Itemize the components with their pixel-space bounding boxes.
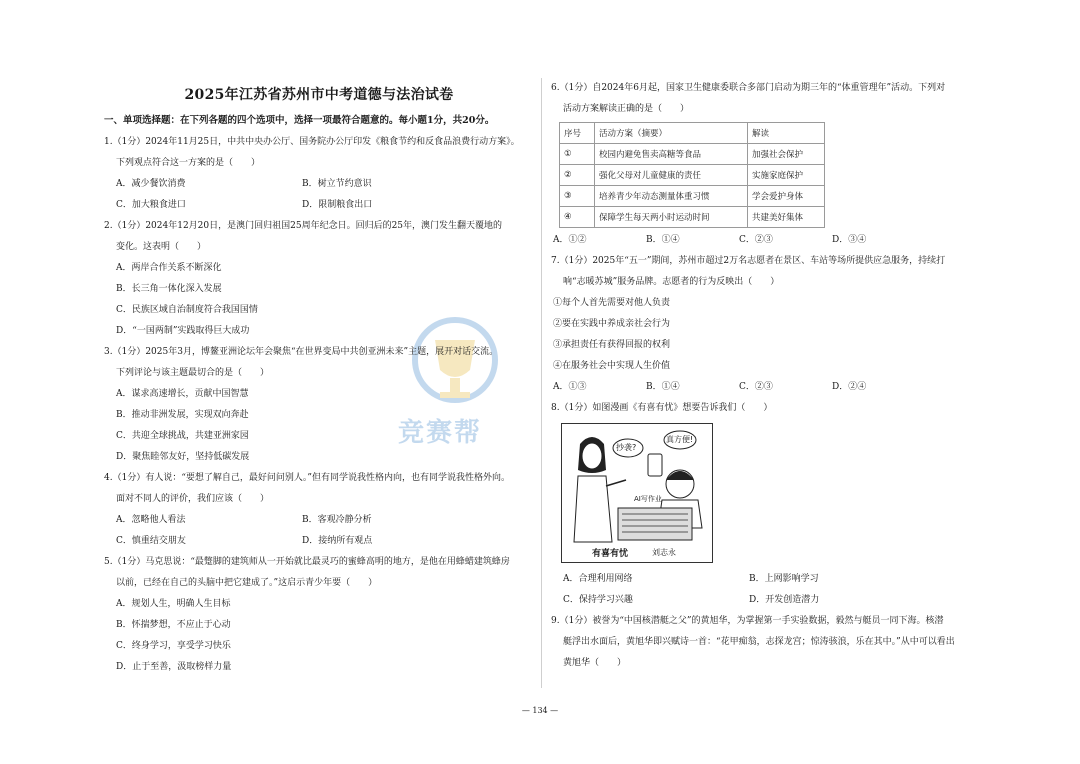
options-row <box>104 174 534 195</box>
table-cell: 共建美好集体 <box>748 207 825 228</box>
table-cell: 校园内避免售卖高糖等食品 <box>595 144 748 165</box>
question-8 <box>551 398 991 611</box>
option-b[interactable]: B．①④ <box>646 382 680 392</box>
question-text: 艇浮出水面后，黄旭华即兴赋诗一首：“花甲痴翁，志探龙宫；惊涛骇浪，乐在其中。”从中可以看出 <box>563 637 955 647</box>
question-9 <box>551 611 991 674</box>
question-6 <box>551 78 991 251</box>
option-a[interactable]: A．谋求高速增长，贡献中国智慧 <box>116 389 249 399</box>
question-text: 下列评论与该主题最切合的是（ ） <box>116 368 270 378</box>
right-column <box>551 78 991 674</box>
question-text: 3.（1分）2025年3月，博鳌亚洲论坛年会聚焦“在世界变局中共创亚洲未来”主题，展开对话交流。 <box>104 347 499 357</box>
option-b[interactable]: B．长三角一体化深入发展 <box>116 284 222 294</box>
option-d[interactable]: D．限制粮食出口 <box>302 200 373 210</box>
question-text: 9.（1分）被誉为“中国核潜艇之父”的黄旭华，为掌握第一手实验数据，毅然与艇员一同下海。核潜 <box>551 616 944 626</box>
question-text: 2.（1分）2024年12月20日，是澳门回归祖国25周年纪念日。回归后的25年，澳门发生翻天覆地的 <box>104 221 503 231</box>
option-d[interactable]: D．接纳所有观点 <box>302 536 373 546</box>
statement: ①每个人首先需要对他人负责 <box>553 298 671 308</box>
options-row <box>104 531 534 552</box>
table-row <box>560 144 825 165</box>
table-cell: ② <box>560 165 595 186</box>
option-b[interactable]: B．推动非洲发展，实现双向奔赴 <box>116 410 249 420</box>
table-header-cell: 序号 <box>560 123 595 144</box>
option-c[interactable]: C．保持学习兴趣 <box>563 595 633 605</box>
options-row <box>104 510 534 531</box>
options-row <box>551 569 991 590</box>
table-cell: 培养青少年动态测量体重习惯 <box>595 186 748 207</box>
section-heading: 一、单项选择题：在下列各题的四个选项中，选择一项最符合题意的。每小题1分，共20分。 <box>104 115 495 126</box>
option-a[interactable]: A．合理利用网络 <box>563 574 633 584</box>
question-4 <box>104 468 534 552</box>
table-cell: ③ <box>560 186 595 207</box>
question-7 <box>551 251 991 398</box>
table-cell: 强化父母对儿童健康的责任 <box>595 165 748 186</box>
option-c[interactable]: C．加大粮食进口 <box>116 200 186 210</box>
comic-bubble-left: 抄袭? <box>616 443 637 452</box>
table-row <box>560 165 825 186</box>
options-row <box>551 590 991 611</box>
page-number: — 134 — <box>521 706 559 715</box>
option-c[interactable]: C．共迎全球挑战，共建亚洲家园 <box>116 431 249 441</box>
option-d[interactable]: D．②④ <box>832 382 867 392</box>
question-5 <box>104 552 534 678</box>
left-column <box>104 78 534 678</box>
question-2 <box>104 216 534 342</box>
options-row <box>104 195 534 216</box>
option-d[interactable]: D．开发创造潜力 <box>749 595 820 605</box>
question-1 <box>104 132 534 216</box>
question-text: 5.（1分）马克思说：“最蹩脚的建筑师从一开始就比最灵巧的蜜蜂高明的地方，是他在用蜂蜡建筑蜂房 <box>104 557 510 567</box>
option-d[interactable]: D．“一国两制”实践取得巨大成功 <box>116 326 250 336</box>
question-text: 4.（1分）有人说：“要想了解自己，最好问问别人。”但有同学说我性格内向，也有同学说我性格外向。 <box>104 473 511 483</box>
table-row <box>560 186 825 207</box>
table-cell: 加强社会保护 <box>748 144 825 165</box>
table-cell: 学会爱护身体 <box>748 186 825 207</box>
column-divider <box>541 78 542 688</box>
option-a[interactable]: A．①③ <box>553 382 587 392</box>
table-row <box>560 207 825 228</box>
question-text: 7.（1分）2025年“五一”期间，苏州市超过2万名志愿者在景区、车站等场所提供应急服务，持续打 <box>551 256 946 266</box>
option-b[interactable]: B．树立节约意识 <box>302 179 372 189</box>
table-cell: 实施家庭保护 <box>748 165 825 186</box>
statement: ④在服务社会中实现人生价值 <box>553 361 671 371</box>
question-text: 6.（1分）自2024年6月起，国家卫生健康委联合多部门启动为期三年的“体重管理年”活动。下列对 <box>551 83 946 93</box>
option-c[interactable]: C．终身学习，享受学习快乐 <box>116 641 231 651</box>
option-b[interactable]: B．客观冷静分析 <box>302 515 372 525</box>
options-row <box>551 377 991 398</box>
comic-screen-label: AI写作业 <box>634 495 662 503</box>
comic-image <box>561 423 713 563</box>
table-header-cell: 活动方案（摘要） <box>595 123 748 144</box>
option-a[interactable]: A．减少餐饮消费 <box>116 179 186 189</box>
option-c[interactable]: C．②③ <box>739 382 773 392</box>
comic-author: 刘志永 <box>652 548 676 557</box>
question-text: 响“志暖苏城”服务品牌。志愿者的行为反映出（ ） <box>563 277 780 287</box>
option-c[interactable]: C．民族区域自治制度符合我国国情 <box>116 305 258 315</box>
option-a[interactable]: A．两岸合作关系不断深化 <box>116 263 222 273</box>
page-title: 2025年江苏省苏州市中考道德与法治试卷 <box>184 87 454 103</box>
question-text: 下列观点符合这一方案的是（ ） <box>116 158 261 168</box>
question-text: 黄旭华（ ） <box>563 658 627 668</box>
option-d[interactable]: D．③④ <box>832 235 867 245</box>
table-header-row <box>560 123 825 144</box>
option-c[interactable]: C．慎重结交朋友 <box>116 536 186 546</box>
question-text: 变化。这表明（ ） <box>116 242 207 252</box>
option-a[interactable]: A．忽略他人看法 <box>116 515 186 525</box>
question-text: 以前，已经在自己的头脑中把它建成了。”这启示青少年要（ ） <box>116 578 378 588</box>
option-d[interactable]: D．聚焦睦邻友好，坚持低碳发展 <box>116 452 250 462</box>
watermark-text: 竞赛帮 <box>398 418 483 448</box>
option-c[interactable]: C．②③ <box>739 235 773 245</box>
question-text: 1.（1分）2024年11月25日，中共中央办公厅、国务院办公厅印发《粮食节约和反食品浪费行动方案》。 <box>104 137 520 147</box>
statement: ②要在实践中养成亲社会行为 <box>553 319 671 329</box>
option-b[interactable]: B．上网影响学习 <box>749 574 819 584</box>
statement: ③承担责任有获得回报的权利 <box>553 340 671 350</box>
comic-caption: 有喜有忧 <box>592 549 629 559</box>
option-a[interactable]: A．规划人生，明确人生目标 <box>116 599 231 609</box>
table-cell: ④ <box>560 207 595 228</box>
table-cell: ① <box>560 144 595 165</box>
options-row <box>551 230 991 251</box>
table-cell: 保障学生每天两小时运动时间 <box>595 207 748 228</box>
comic-bubble-right: 真方便! <box>666 435 694 444</box>
question-3 <box>104 342 534 468</box>
question-text: 活动方案解读正确的是（ ） <box>563 104 690 114</box>
question-text: 8.（1分）如图漫画《有喜有忧》想要告诉我们（ ） <box>551 403 773 413</box>
option-a[interactable]: A．①② <box>553 235 587 245</box>
question-text: 面对不同人的评价，我们应该（ ） <box>116 494 270 504</box>
option-b[interactable]: B．①④ <box>646 235 680 245</box>
table-header-cell: 解读 <box>748 123 825 144</box>
option-b[interactable]: B．怀揣梦想，不应止于心动 <box>116 620 231 630</box>
option-d[interactable]: D．止于至善，汲取榜样力量 <box>116 662 232 672</box>
plan-table <box>559 122 825 228</box>
